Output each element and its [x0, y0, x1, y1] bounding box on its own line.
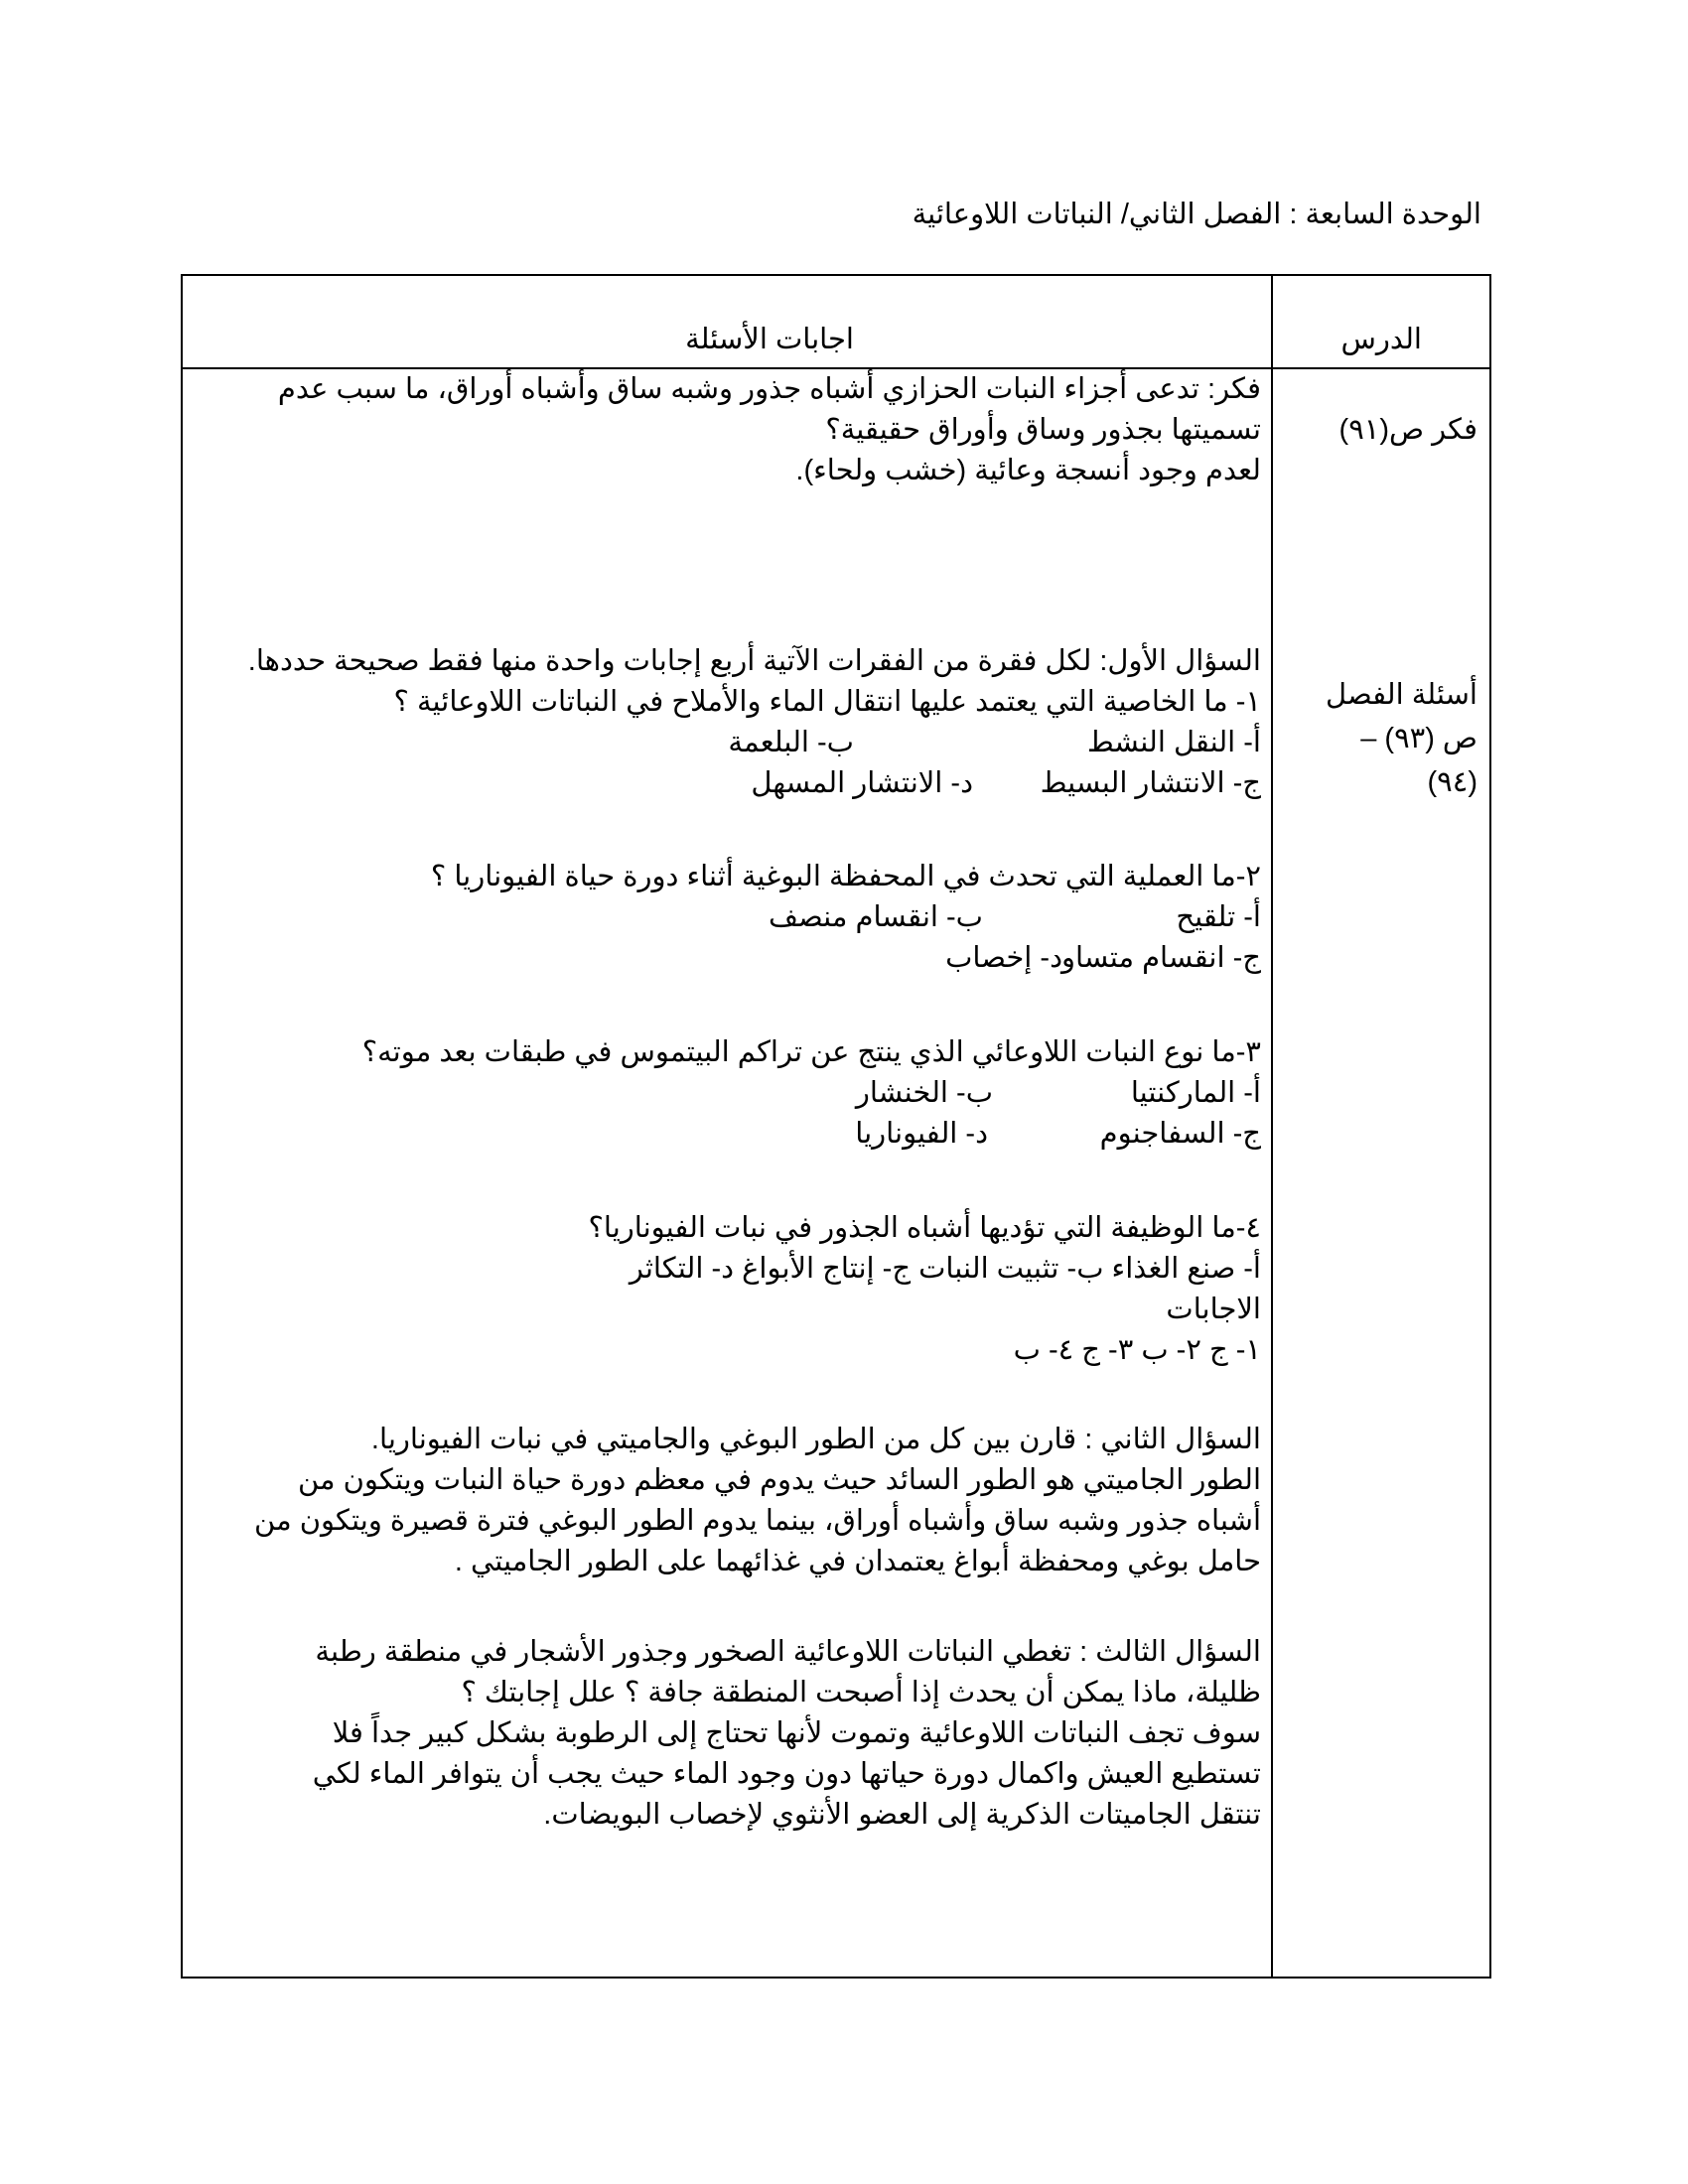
answers-table [181, 274, 1491, 1979]
lesson-think-p91: فكر ص(٩١) [1338, 414, 1477, 446]
text-line: السؤال الثالث : تغطي النباتات اللاوعائية الصخور وجذور الأشجار في منطقة رطبة [315, 1636, 1261, 1668]
question-1-item-2: ٢-ما العملية التي تحدث في المحفظة البوغية أثناء دورة حياة الفيوناريا ؟ [430, 861, 1261, 892]
header-lesson: الدرس [1340, 324, 1422, 355]
question-1-intro: السؤال الأول: لكل فقرة من الفقرات الآتية أربع إجابات واحدة منها فقط صحيحة حددها. [247, 645, 1261, 677]
lesson-line: أسئلة الفصل [1326, 679, 1477, 711]
option-c: ج- انقسام متساو [1061, 942, 1261, 974]
option-b: ب- انقسام منصف [769, 901, 983, 933]
text-line: فكر: تدعى أجزاء النبات الحزازي أشباه جذور وشبه ساق وأشباه أوراق، ما سبب عدم [277, 373, 1261, 405]
text-line: تنتقل الجاميتات الذكرية إلى العضو الأنثوي لإخصاب البويضات. [543, 1799, 1261, 1831]
options-row [218, 723, 1261, 763]
answers-key: ١- ج ٢- ب ٣- ج ٤- ب [1013, 1334, 1261, 1366]
option-c: ج- السفاجنوم [1099, 1118, 1261, 1150]
column-divider [1271, 276, 1273, 1977]
options-row [218, 897, 1261, 938]
option-b: ب- البلعمة [728, 727, 854, 758]
think-answer-block [278, 369, 1261, 491]
options-row [218, 1114, 1261, 1155]
question-1-item-1: ١- ما الخاصية التي يعتمد عليها انتقال الماء والأملاح في النباتات اللاوعائية ؟ [393, 686, 1261, 718]
question-1-item-4-options: أ- صنع الغذاء ب- تثبيت النبات ج- إنتاج الأبواغ د- التكاثر [629, 1253, 1261, 1285]
option-d: د- إخصاب [945, 942, 1062, 974]
option-d: د- الانتشار المسهل [751, 767, 973, 799]
text-line: لعدم وجود أنسجة وعائية (خشب ولحاء). [795, 455, 1261, 486]
question-1-block [218, 641, 1261, 804]
options-row [218, 938, 1261, 979]
text-line: أشباه جذور وشبه ساق وأشباه أوراق، بينما يدوم الطور البوغي فترة قصيرة ويتكون من [254, 1505, 1261, 1537]
lesson-line: ص (٩٣) – [1360, 723, 1477, 754]
text-line: السؤال الثاني : قارن بين كل من الطور البوغي والجاميتي في نبات الفيوناريا. [370, 1424, 1261, 1455]
options-row [218, 1073, 1261, 1114]
text-line: ظليلة، ماذا يمكن أن يحدث إذا أصبحت المنطقة جافة ؟ علل إجابتك ؟ [461, 1677, 1261, 1708]
header-answers: اجابات الأسئلة [685, 324, 854, 355]
page-title: الوحدة السابعة : الفصل الثاني/ النباتات اللاوعائية [912, 199, 1481, 230]
question-3-block [313, 1632, 1261, 1836]
answers-label: الاجابات [1166, 1294, 1261, 1325]
option-a: أ- الماركنتيا [1130, 1077, 1261, 1109]
option-b: ب- الخنشار [855, 1077, 993, 1109]
question-1-item-2-block [218, 857, 1261, 979]
text-line: تسميتها بجذور وساق وأوراق حقيقية؟ [825, 414, 1261, 446]
text-line: سوف تجف النباتات اللاوعائية وتموت لأنها تحتاج إلى الرطوبة بشكل كبير جداً فلا [332, 1717, 1261, 1749]
lesson-line: (٩٤) [1427, 766, 1477, 798]
text-line: تستطيع العيش واكمال دورة حياتها دون وجود الماء حيث يجب أن يتوافر الماء لكي [312, 1758, 1261, 1790]
option-d: د- الفيوناريا [855, 1118, 988, 1150]
question-1-item-3: ٣-ما نوع النبات اللاوعائي الذي ينتج عن تراكم البيتموس في طبقات بعد موته؟ [361, 1036, 1261, 1068]
lesson-chapter-questions [1326, 673, 1477, 804]
option-a: أ- تلقيح [1176, 901, 1261, 933]
text-line: حامل بوغي ومحفظة أبواغ يعتمدان في غذائهما على الطور الجاميتي . [454, 1546, 1261, 1577]
question-2-block [254, 1420, 1261, 1582]
options-row [218, 763, 1261, 804]
question-1-item-4-block [218, 1208, 1261, 1371]
text-line: الطور الجاميتي هو الطور السائد حيث يدوم في معظم دورة حياة النبات ويتكون من [297, 1464, 1261, 1496]
option-a: أ- النقل النشط [1086, 727, 1261, 758]
option-c: ج- الانتشار البسيط [1040, 767, 1261, 799]
question-1-item-3-block [218, 1032, 1261, 1155]
question-1-item-4: ٤-ما الوظيفة التي تؤديها أشباه الجذور في نبات الفيوناريا؟ [588, 1212, 1261, 1244]
